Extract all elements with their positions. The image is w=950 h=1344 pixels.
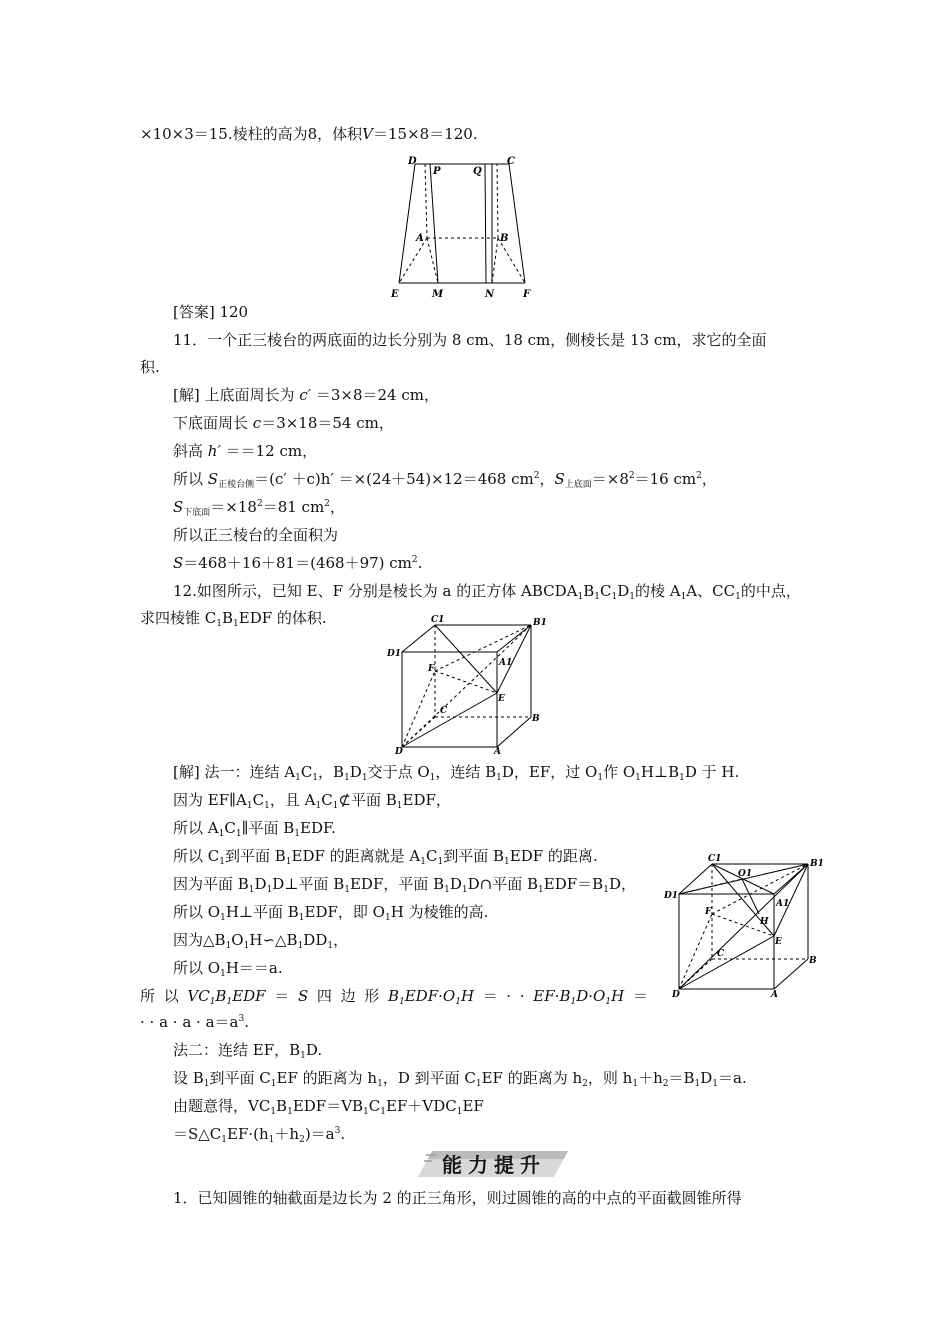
method1-line3: 所以 $A_1C_1\parallel$平面 $B_1EDF$. (173, 819, 336, 839)
cube-figure-2 (662, 852, 832, 1000)
question-11-line1: 11．一个正三棱台的两底面的边长分别为 8 cm、18 cm，侧棱长是 13 cm，求它的全面 (173, 331, 767, 349)
method2-line4: $=S\triangle C_1EF\cdot(h_1+h_2)=a^3$. (173, 1125, 346, 1145)
label-D: D (395, 747, 403, 755)
label-C: C (717, 949, 725, 959)
label-A1: A1 (776, 899, 790, 909)
label-E: E (775, 937, 782, 947)
label-D1: D1 (664, 891, 679, 901)
solution-11-line4: 所以 $S_{正棱台侧}=(c' +c)h' =\times(24+54)\times 12=468$ $cm^2$，$S_{上底面}=\times 8^2=16$ $cm^2$， (173, 470, 717, 490)
label-Q: Q (473, 166, 482, 177)
label-D: D (672, 990, 680, 1000)
label-M: M (432, 289, 444, 300)
method2-line3: 由题意得，$VC_1B_1EDF=VB_1C_1EF+VDC_1EF$ (173, 1097, 484, 1117)
label-C: C (507, 156, 515, 167)
method1-line7: 因为$\triangle B_1O_1H∽\triangle B_1DD_1$， (173, 931, 349, 951)
section-title: 能力提升 (442, 1153, 546, 1177)
cube-figure-1 (385, 613, 555, 755)
solution-11-line1: [解] 上底面周长为 c′ ＝3×8＝24 cm， (173, 386, 439, 404)
method2-line1: 法二：连结 EF，$B_1D$. (173, 1041, 323, 1061)
method1-line9: 所 以 $VC_1B_1EDF$ ＝ S 四 边 形 $B_1EDF\cdot O_1H$ ＝ · · $EF\cdot B_1D\cdot O_1H$ ＝ (140, 987, 648, 1007)
method1-line5: 因为平面 $B_1D_1D\perp$平面 $B_1EDF$，平面 $B_1D_1D\cap$平面 $B_1EDF=B_1D$， (173, 875, 636, 895)
method1-line8: 所以 $O_1H==a$. (173, 959, 283, 979)
label-A: A (771, 990, 778, 1000)
label-N: N (485, 289, 495, 300)
label-E: E (498, 694, 505, 704)
label-C: C (440, 706, 448, 716)
solution-11-line3: 斜高 h′ ＝＝12 cm， (173, 442, 318, 460)
answer: [答案] 120 (173, 303, 249, 321)
label-E: E (391, 289, 399, 300)
solution-11-line2: 下底面周长 c＝3×18＝54 cm， (173, 414, 394, 432)
label-F: F (705, 907, 712, 917)
label-A1: A1 (499, 658, 513, 668)
method1-line4: 所以 $C_1$到平面 $B_1EDF$ 的距离就是 $A_1C_1$到平面 $B_1EDF$ 的距离. (173, 847, 598, 867)
question-11-line2: 积. (140, 358, 160, 376)
label-B: B (809, 956, 817, 966)
label-P: P (433, 166, 441, 177)
solution-11-line5: $S_{下底面}=\times 18^2=81$ $cm^2$， (173, 498, 345, 518)
method1-line2: 因为 $EF\parallel A_1C_1$，且 $A_1C_1⊄$平面 $B_1EDF$， (173, 791, 451, 811)
label-B1: B1 (533, 618, 547, 628)
method1-line6: 所以 $O_1H\perp$平面 $B_1EDF$，即 $O_1H$ 为棱锥的高. (173, 903, 489, 923)
label-A: A (494, 747, 501, 755)
label-D: D (408, 156, 417, 167)
solution-11-line7: S＝468＋16＋81＝(468＋97) $cm^2$. (173, 554, 423, 572)
trapezoid-figure (385, 152, 545, 302)
method1-line1: [解] 法一：连结 $A_1C_1$，$B_1D_1$交于点 $O_1$，连结 $B_1D$，EF，过 $O_1$作 $O_1H\perp B_1D$ 于 H. (173, 763, 740, 783)
method2-line2: 设 $B_1$到平面 $C_1EF$ 的距离为 $h_1$，D 到平面 $C_1EF$ 的距离为 $h_2$，则 $h_1+h_2=B_1D_1=a$. (173, 1069, 747, 1089)
question-12-line1: 12.如图所示，已知 E、F 分别是棱长为 a 的正方体 $ABCDA_1B_1C_1D_1$的棱 $A_1A$、$CC_1$的中点， (173, 582, 801, 602)
method1-line10: · · $a \cdot a \cdot a=a^3$. (140, 1013, 249, 1031)
label-B: B (532, 714, 540, 724)
problem-1-line1: 1．已知圆锥的轴截面是边长为 2 的正三角形，则过圆锥的高的中点的平面截圆锥所得 (173, 1189, 742, 1207)
label-C1: C1 (708, 854, 722, 864)
text-line-intro: ×10×3＝15.棱柱的高为8，体积V＝15×8＝120. (140, 125, 478, 143)
label-H: H (760, 917, 769, 927)
solution-11-line6: 所以正三棱台的全面积为 (173, 526, 339, 544)
label-F: F (428, 664, 435, 674)
label-A: A (416, 233, 424, 244)
label-D1: D1 (387, 649, 402, 659)
label-B1: B1 (810, 859, 824, 869)
label-F: F (523, 289, 531, 300)
question-12-line2: 求四棱锥 $C_1B_1EDF$ 的体积. (140, 609, 327, 629)
label-C1: C1 (431, 615, 445, 625)
label-O1: O1 (738, 869, 753, 879)
label-B: B (500, 233, 509, 244)
